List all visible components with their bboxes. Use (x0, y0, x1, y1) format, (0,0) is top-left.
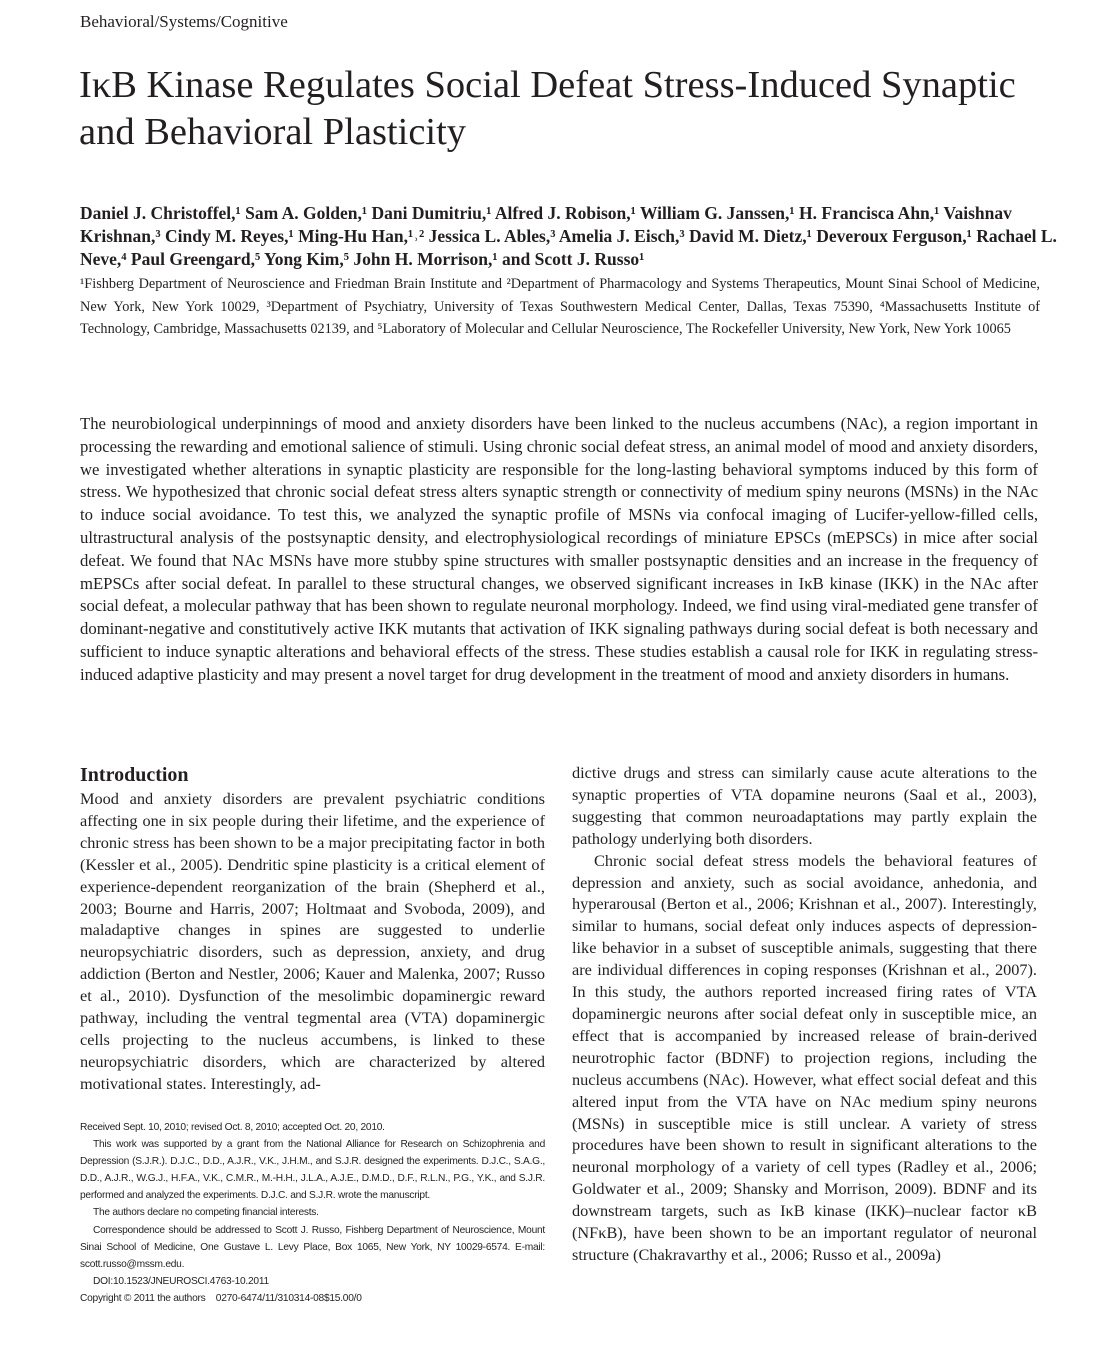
copyright: Copyright © 2011 the authors 0270-6474/11/310314-08$15.00/0 (80, 1292, 362, 1304)
right-column (572, 762, 1037, 1266)
correspondence-note: Correspondence should be addressed to Scott J. Russo, Fishberg Department of Neuroscience, Mount Sinai School of Medicine, One Gustave L. Levy Place, Box 1065, New York, NY 10029-6574. E-mail: scott.russo@mssm.edu. (80, 1224, 545, 1270)
author-list: Daniel J. Christoffel,¹ Sam A. Golden,¹ Dani Dumitriu,¹ Alfred J. Robison,¹ William G. Janssen,¹ H. Francisca Ahn,¹ Vaishnav Krishnan,³ Cindy M. Reyes,¹ Ming-Hu Han,¹˒² Jessica L. Ables,³ Amelia J. Eisch,³ David M. Dietz,¹ Deveroux Ferguson,¹ Rachael L. Neve,⁴ Paul Greengard,⁵ Yong Kim,⁵ John H. Morrison,¹ and Scott J. Russo¹ (80, 203, 1057, 269)
section-label: Behavioral/Systems/Cognitive (80, 12, 288, 31)
abstract: The neurobiological underpinnings of mood and anxiety disorders have been linked to the nucleus accumbens (NAc), a region important in processing the rewarding and emotional salience of stimuli. Using chronic social defeat stress, an animal model of mood and anxiety disorders, we investigated whether alterations in synaptic plasticity are responsible for the long-lasting behavioral symptoms induced by this form of stress. We hypothesized that chronic social defeat stress alters synaptic strength or connectivity of medium spiny neurons (MSNs) in the NAc to induce social avoidance. To test this, we analyzed the synaptic profile of MSNs via confocal imaging of Lucifer-yellow-filled cells, ultrastructural analysis of the postsynaptic density, and electrophysiological recordings of miniature EPSCs (mEPSCs) in mice after social defeat. We found that NAc MSNs have more stubby spine structures with smaller postsynaptic densities and an increase in the frequency of mEPSCs after social defeat. In parallel to these structural changes, we observed significant increases in IκB kinase (IKK) in the NAc after social defeat, a molecular pathway that has been shown to regulate neuronal morphology. Indeed, we find using viral-mediated gene transfer of dominant-negative and constitutively active IKK mutants that activation of IKK signaling pathways during social defeat is both necessary and sufficient to induce synaptic alterations and behavioral effects of the stress. These studies establish a causal role for IKK in regulating stress-induced adaptive plasticity and may present a novel target for drug development in the treatment of mood and anxiety disorders in humans. (80, 414, 1038, 684)
competing-interests-note: The authors declare no competing financial interests. (93, 1207, 319, 1219)
footnotes (80, 1119, 545, 1307)
left-column (80, 762, 545, 1095)
affiliations: ¹Fishberg Department of Neuroscience and Friedman Brain Institute and ²Department of Pharmacology and Systems Therapeutics, Mount Sinai School of Medicine, New York, New York 10029, ³Department of Psychiatry, University of Texas Southwestern Medical Center, Dallas, Texas 75390, ⁴Massachusetts Institute of Technology, Cambridge, Massachusetts 02139, and ⁵Laboratory of Molecular and Cellular Neuroscience, The Rockefeller University, New York, New York 10065 (80, 276, 1040, 337)
introduction-paragraph-continued: dictive drugs and stress can similarly cause acute alterations to the synaptic properties of VTA dopamine neurons (Saal et al., 2003), suggesting that common neuroadaptations may partly explain the pathology underlying both disorders. (572, 763, 1037, 848)
doi: DOI:10.1523/JNEUROSCI.4763-10.2011 (93, 1275, 269, 1287)
introduction-paragraph-2: Chronic social defeat stress models the behavioral features of depression and anxiety, such as social avoidance, anhedonia, and hyperarousal (Berton et al., 2006; Krishnan et al., 2007). Interestingly, similar to humans, social defeat only induces aspects of depression-like behavior in a subset of susceptible animals, suggesting that there are individual differences in coping responses (Krishnan et al., 2007). In this study, the authors reported increased firing rates of VTA dopaminergic neurons after social defeat only in susceptible mice, an effect that is accompanied by increased release of brain-derived neurotrophic factor (BDNF) to projection regions, including the nucleus accumbens (NAc). However, what effect social defeat and this altered input from the VTA have on NAc medium spiny neurons (MSNs) in susceptible mice is still unclear. A variety of stress procedures have been shown to result in significant alterations to the neuronal morphology of a variety of cell types (Radley et al., 2006; Goldwater et al., 2009; Shansky and Morrison, 2009). BDNF and its downstream targets, such as IκB kinase (IKK)–nuclear factor κB (NFκB), have been shown to be an important regulator of neuronal structure (Chakravarthy et al., 2006; Russo et al., 2009a) (572, 850, 1037, 1264)
introduction-heading: Introduction (80, 764, 189, 786)
article-title: IκB Kinase Regulates Social Defeat Stress-Induced Synaptic and Behavioral Plasticity (79, 64, 1016, 153)
received-dates: Received Sept. 10, 2010; revised Oct. 8, 2010; accepted Oct. 20, 2010. (80, 1122, 385, 1133)
introduction-paragraph-1: Mood and anxiety disorders are prevalent psychiatric conditions affecting one in six people during their lifetime, and the experience of chronic stress has been shown to be a major precipitating factor in both (Kessler et al., 2005). Dendritic spine plasticity is a critical element of experience-dependent reorganization of the brain (Shepherd et al., 2003; Bourne and Harris, 2007; Holtmaat and Svoboda, 2009), and maladaptive changes in spines are suggested to underlie neuropsychiatric disorders, such as depression, anxiety, and drug addiction (Berton and Nestler, 2006; Kauer and Malenka, 2007; Russo et al., 2010). Dysfunction of the mesolimbic dopaminergic reward pathway, including the ventral tegmental area (VTA) dopaminergic cells projecting to the nucleus accumbens, is linked to these neuropsychiatric disorders, which are characterized by altered motivational states. Interestingly, ad- (80, 789, 545, 1093)
funding-note: This work was supported by a grant from the National Alliance for Research on Schizophrenia and Depression (S.J.R.). D.J.C., D.D., A.J.R., V.K., J.H.M., and S.J.R. designed the experiments. D.J.C., S.A.G., D.D., A.J.R., W.G.J., H.F.A., V.K., C.M.R., M.-H.H., J.L.A., A.J.E., D.M.D., D.F., R.L.N., P.G., Y.K., and S.J.R. performed and analyzed the experiments. D.J.C. and S.J.R. wrote the manuscript. (80, 1139, 545, 1202)
